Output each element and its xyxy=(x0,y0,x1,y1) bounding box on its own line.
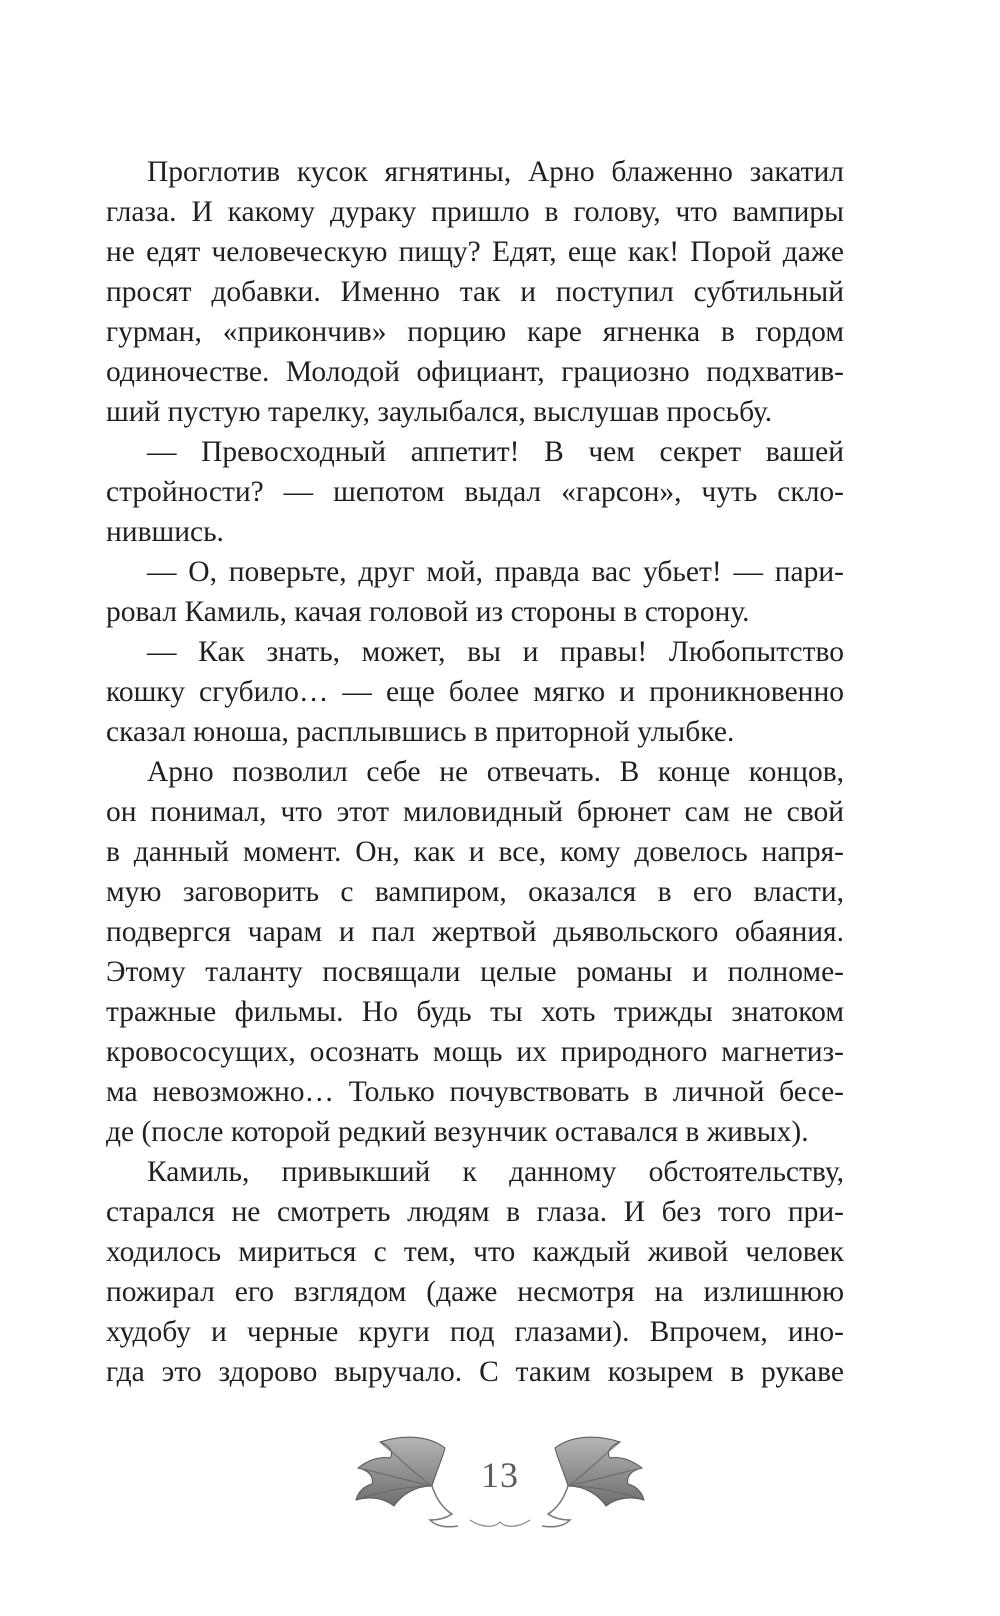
text-line: тражные фильмы. Но будь ты хоть трижды знатоком xyxy=(106,996,844,1028)
text-line: ма невозможно… Только почувствовать в личной бесе- xyxy=(106,1076,844,1108)
text-line: Камиль, привыкший к данному обстоятельству, xyxy=(147,1156,844,1188)
text-line: кровососущих, осознать мощь их природного магнетиз- xyxy=(106,1036,844,1068)
page-body xyxy=(106,152,844,1392)
text-line: Арно позволил себе не отвечать. В конце концов, xyxy=(147,756,844,788)
text-line: ший пустую тарелку, заулыбался, выслушав просьбу. xyxy=(106,396,773,428)
text-line: одиночестве. Молодой официант, грациозно подхватив- xyxy=(106,356,844,388)
text-line: — Как знать, может, вы и правы! Любопытство xyxy=(147,636,844,668)
page-footer xyxy=(350,1428,650,1548)
text-line: старался не смотреть людям в глаза. И без того при- xyxy=(106,1196,844,1228)
text-line: подвергся чарам и пал жертвой дьявольского обаяния. xyxy=(106,916,844,948)
text-line: Проглотив кусок ягнятины, Арно блаженно закатил xyxy=(147,156,844,188)
text-line: — Превосходный аппетит! В чем секрет вашей xyxy=(147,436,844,468)
text-line: де (после которой редкий везунчик оставался в живых). xyxy=(106,1116,809,1148)
text-line: кошку сгубило… — еще более мягко и проникновенно xyxy=(106,676,844,708)
text-line: Этому таланту посвящали целые романы и полноме- xyxy=(106,956,844,988)
text-line: мую заговорить с вампиром, оказался в его власти, xyxy=(106,876,844,908)
page-number: 13 xyxy=(481,1455,519,1495)
text-line: гда это здорово выручало. С таким козырем в рукаве xyxy=(106,1356,844,1388)
text-line: — О, поверьте, друг мой, правда вас убьет! — пари- xyxy=(147,556,844,588)
text-line: пожирал его взглядом (даже несмотря на излишнюю xyxy=(106,1276,844,1308)
text-line: стройности? — шепотом выдал «гарсон», чуть скло- xyxy=(106,476,844,508)
text-line: глаза. И какому дураку пришло в голову, что вампиры xyxy=(106,196,844,228)
text-line: гурман, «прикончив» порцию каре ягненка в гордом xyxy=(106,316,844,348)
right-wing-icon xyxy=(542,1437,644,1527)
text-line: просят добавки. Именно так и поступил субтильный xyxy=(106,276,844,308)
text-line: сказал юноша, расплывшись в приторной улыбке. xyxy=(106,716,735,748)
text-line: худобу и черные круги под глазами). Впрочем, ино- xyxy=(106,1316,844,1348)
text-line: ходилось мириться с тем, что каждый живой человек xyxy=(106,1236,844,1268)
text-line: не едят человеческую пищу? Едят, еще как! Порой даже xyxy=(106,236,844,268)
text-line: в данный момент. Он, как и все, кому довелось напря- xyxy=(106,836,844,868)
text-line: он понимал, что этот миловидный брюнет сам не свой xyxy=(106,796,844,828)
text-line: ровал Камиль, качая головой из стороны в сторону. xyxy=(106,596,750,628)
left-wing-icon xyxy=(356,1437,458,1527)
text-line: нившись. xyxy=(106,516,224,548)
